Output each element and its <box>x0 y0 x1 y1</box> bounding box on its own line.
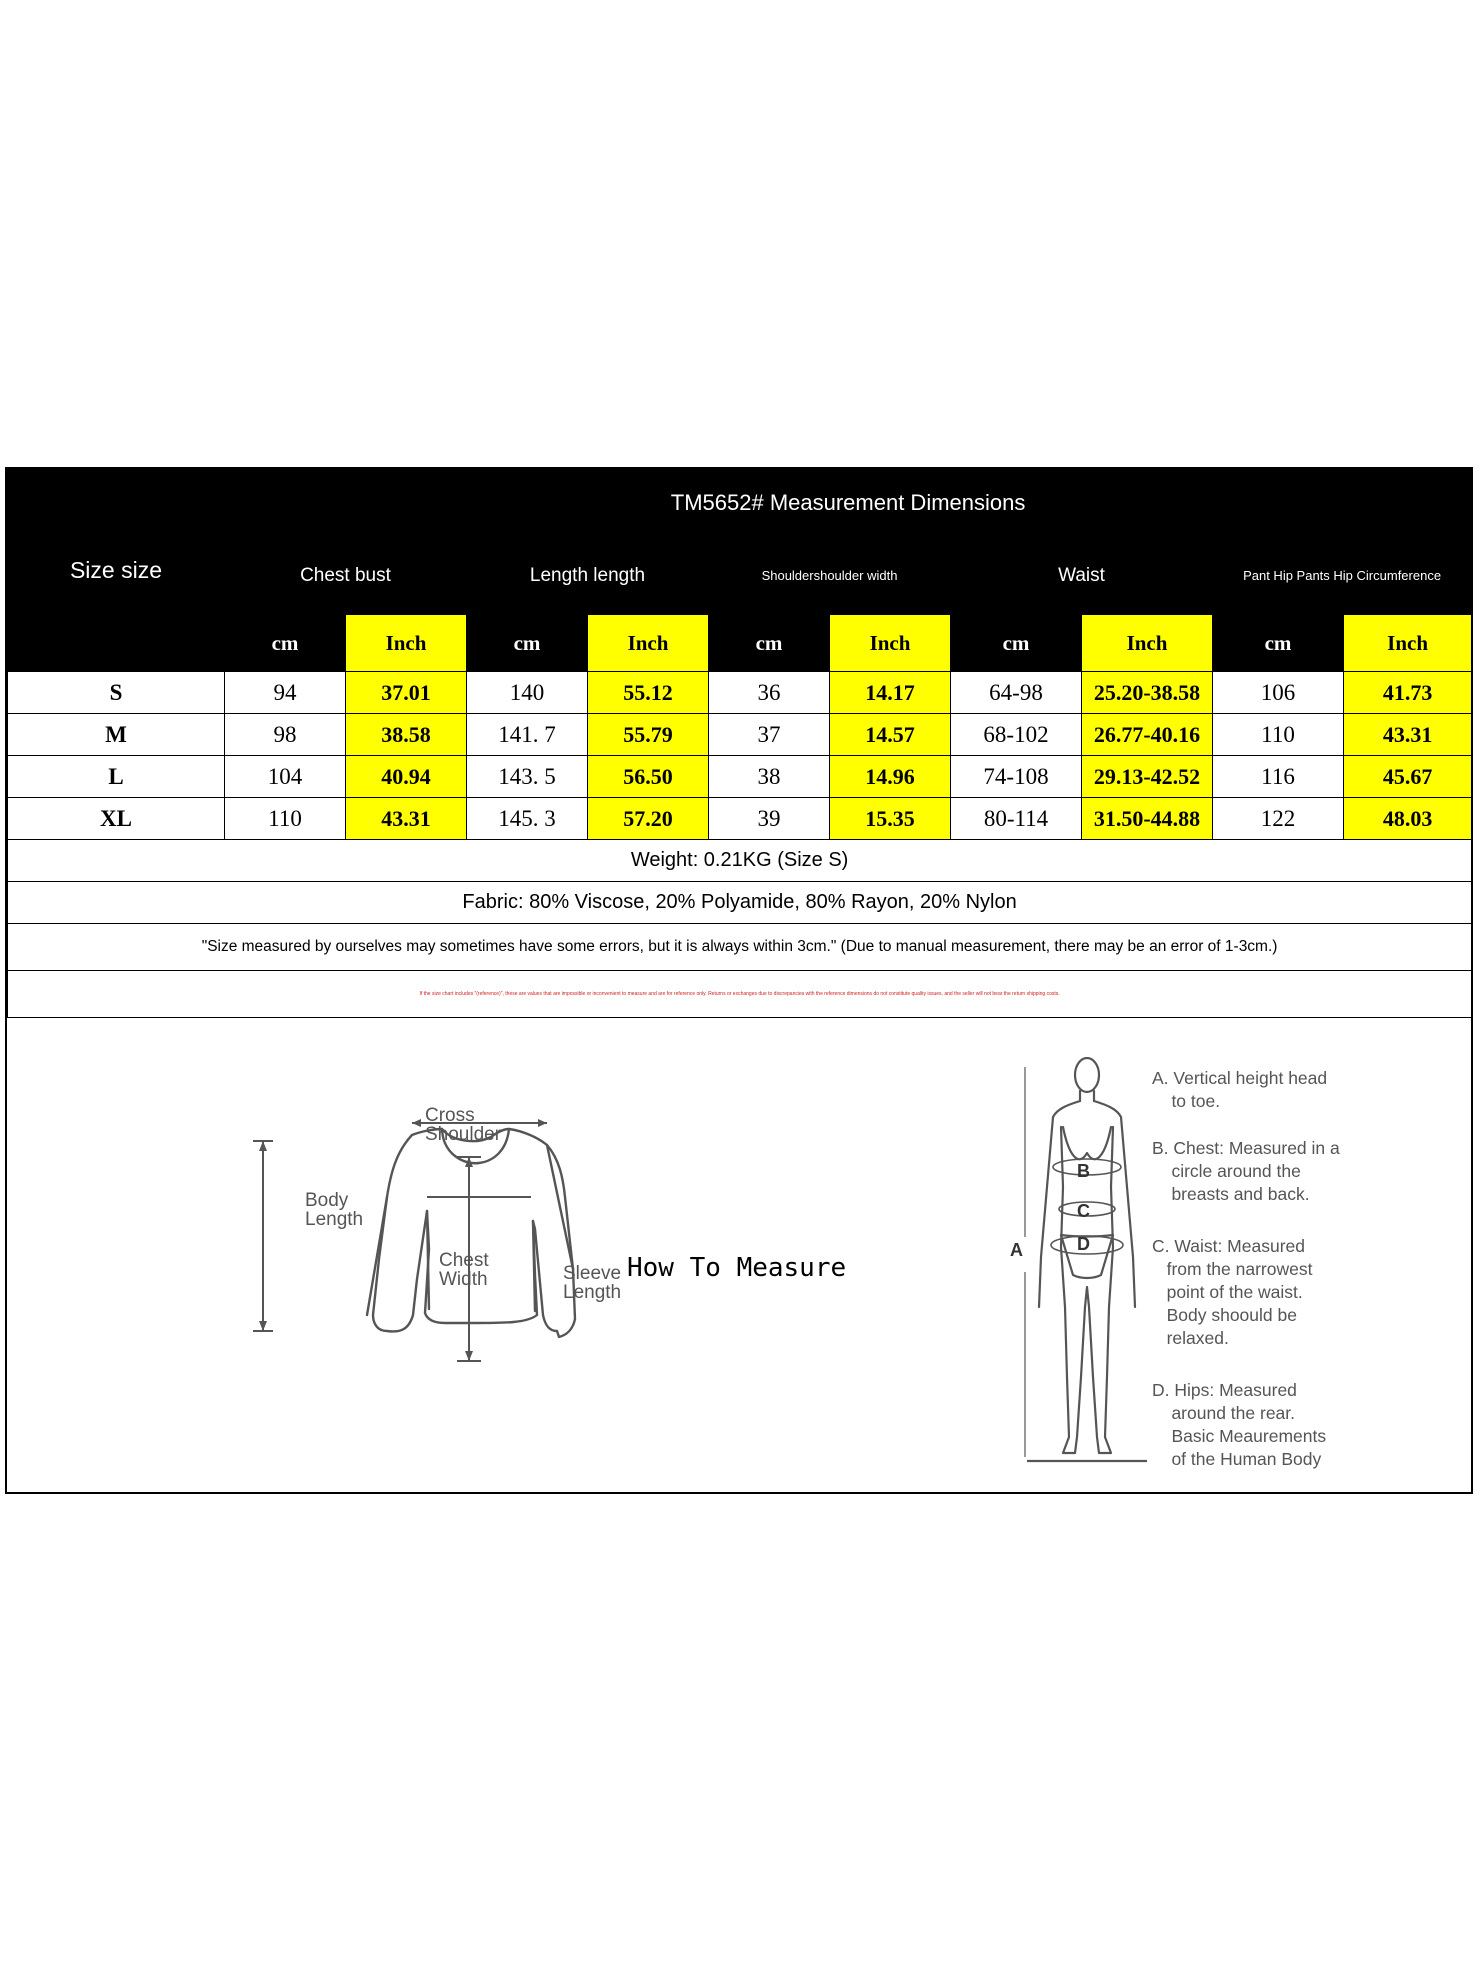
header-waist: Waist <box>951 537 1213 615</box>
unit-cm: cm <box>1213 615 1344 672</box>
size-header: Size size <box>8 470 225 672</box>
header-length: Length length <box>467 537 709 615</box>
waist-inch-cell: 26.77-40.16 <box>1082 714 1213 756</box>
fabric-row: Fabric: 80% Viscose, 20% Polyamide, 80% Rayon, 20% Nylon <box>8 882 1472 924</box>
shoulder-inch-cell: 14.96 <box>830 756 951 798</box>
size-table <box>7 469 1472 1018</box>
letter-b: B <box>1077 1161 1090 1181</box>
waist-cm-cell: 80-114 <box>951 798 1082 840</box>
chest-cm-cell: 98 <box>225 714 346 756</box>
waist-cm-cell: 74-108 <box>951 756 1082 798</box>
table-row <box>8 672 1472 714</box>
weight-row: Weight: 0.21KG (Size S) <box>8 840 1472 882</box>
hip-inch-cell: 43.31 <box>1344 714 1472 756</box>
header-chest-bust: Chest bust <box>225 537 467 615</box>
waist-inch-cell: 29.13-42.52 <box>1082 756 1213 798</box>
hip-inch-cell: 48.03 <box>1344 798 1472 840</box>
legend-a: A. Vertical height head to toe. <box>1152 1068 1328 1111</box>
header-hip-circumference: Pant Hip Pants Hip Circumference <box>1213 537 1472 615</box>
head <box>1075 1058 1099 1092</box>
letter-a: A <box>1010 1240 1023 1260</box>
how-to-measure-title: How To Measure <box>627 1253 847 1283</box>
shoulder-inch-cell: 14.57 <box>830 714 951 756</box>
unit-inch: Inch <box>1344 615 1472 672</box>
sweater-outline <box>373 1129 575 1337</box>
unit-cm: cm <box>467 615 588 672</box>
shoulder-cm-cell: 36 <box>709 672 830 714</box>
length-inch-cell: 55.79 <box>588 714 709 756</box>
length-cm-cell: 145. 3 <box>467 798 588 840</box>
unit-cm: cm <box>709 615 830 672</box>
chest-inch-cell: 37.01 <box>346 672 467 714</box>
chest-width-label: Chest Width <box>439 1250 489 1290</box>
unit-cm: cm <box>225 615 346 672</box>
measurement-note: "Size measured by ourselves may sometimes have some errors, but it is always within 3cm." (Due to manual measurement, there may be an error of 1-3cm.) <box>8 924 1472 971</box>
legend-b: B. Chest: Measured in a circle around the breasts and back. <box>1152 1138 1340 1204</box>
shoulder-cm-cell: 38 <box>709 756 830 798</box>
waist-cm-cell: 68-102 <box>951 714 1082 756</box>
size-cell: XL <box>8 798 225 840</box>
waist-inch-cell: 25.20-38.58 <box>1082 672 1213 714</box>
hip-cm-cell: 122 <box>1213 798 1344 840</box>
table-row <box>8 756 1472 798</box>
letter-d: D <box>1077 1234 1090 1254</box>
chest-inch-cell: 40.94 <box>346 756 467 798</box>
waist-cm-cell: 64-98 <box>951 672 1082 714</box>
how-to-measure-section <box>7 1019 1471 1492</box>
hip-inch-cell: 45.67 <box>1344 756 1472 798</box>
shoulder-cm-cell: 37 <box>709 714 830 756</box>
chest-cm-cell: 104 <box>225 756 346 798</box>
letter-c: C <box>1077 1201 1090 1221</box>
bra <box>1063 1127 1111 1159</box>
hip-cm-cell: 110 <box>1213 714 1344 756</box>
table-title: TM5652# Measurement Dimensions <box>225 470 1472 537</box>
sleeve-length-label: Sleeve Length <box>563 1263 622 1303</box>
shoulder-inch-cell: 15.35 <box>830 798 951 840</box>
table-row <box>8 798 1472 840</box>
body-figure-diagram <box>1027 1057 1147 1467</box>
length-inch-cell: 56.50 <box>588 756 709 798</box>
unit-inch: Inch <box>1082 615 1213 672</box>
chest-cm-cell: 110 <box>225 798 346 840</box>
length-inch-cell: 57.20 <box>588 798 709 840</box>
length-inch-cell: 55.12 <box>588 672 709 714</box>
reference-disclaimer: If the size chart includes "(reference)", these are values that are impossible or inconvenient to measure and are for reference only. Returns or exchanges due to discrepancies with the reference dimensions do not constitute quality issues, and the seller will not bear the return shipping costs. <box>8 971 1472 1018</box>
height-line <box>1015 1057 1035 1477</box>
table-row <box>8 714 1472 756</box>
waist-inch-cell: 31.50-44.88 <box>1082 798 1213 840</box>
header-shoulder-width: Shouldershoulder width <box>709 537 951 615</box>
unit-cm: cm <box>951 615 1082 672</box>
chest-inch-cell: 38.58 <box>346 714 467 756</box>
cross-shoulder-label: Cross Shoulder <box>425 1105 502 1145</box>
unit-inch: Inch <box>588 615 709 672</box>
unit-inch: Inch <box>346 615 467 672</box>
body-length-label: Body Length <box>305 1190 364 1230</box>
shoulder-inch-cell: 14.17 <box>830 672 951 714</box>
chest-cm-cell: 94 <box>225 672 346 714</box>
hip-cm-cell: 106 <box>1213 672 1344 714</box>
length-cm-cell: 141. 7 <box>467 714 588 756</box>
chest-inch-cell: 43.31 <box>346 798 467 840</box>
unit-inch: Inch <box>830 615 951 672</box>
length-cm-cell: 140 <box>467 672 588 714</box>
legend-d: D. Hips: Measured around the rear. Basic Meaurements of the Human Body <box>1152 1380 1327 1469</box>
size-cell: M <box>8 714 225 756</box>
size-chart-sheet <box>5 467 1473 1494</box>
size-cell: S <box>8 672 225 714</box>
shoulder-cm-cell: 39 <box>709 798 830 840</box>
length-cm-cell: 143. 5 <box>467 756 588 798</box>
size-cell: L <box>8 756 225 798</box>
hip-cm-cell: 116 <box>1213 756 1344 798</box>
hip-inch-cell: 41.73 <box>1344 672 1472 714</box>
legend-c: C. Waist: Measured from the narrowest point of the waist. Body shoould be relaxed. <box>1152 1236 1313 1348</box>
